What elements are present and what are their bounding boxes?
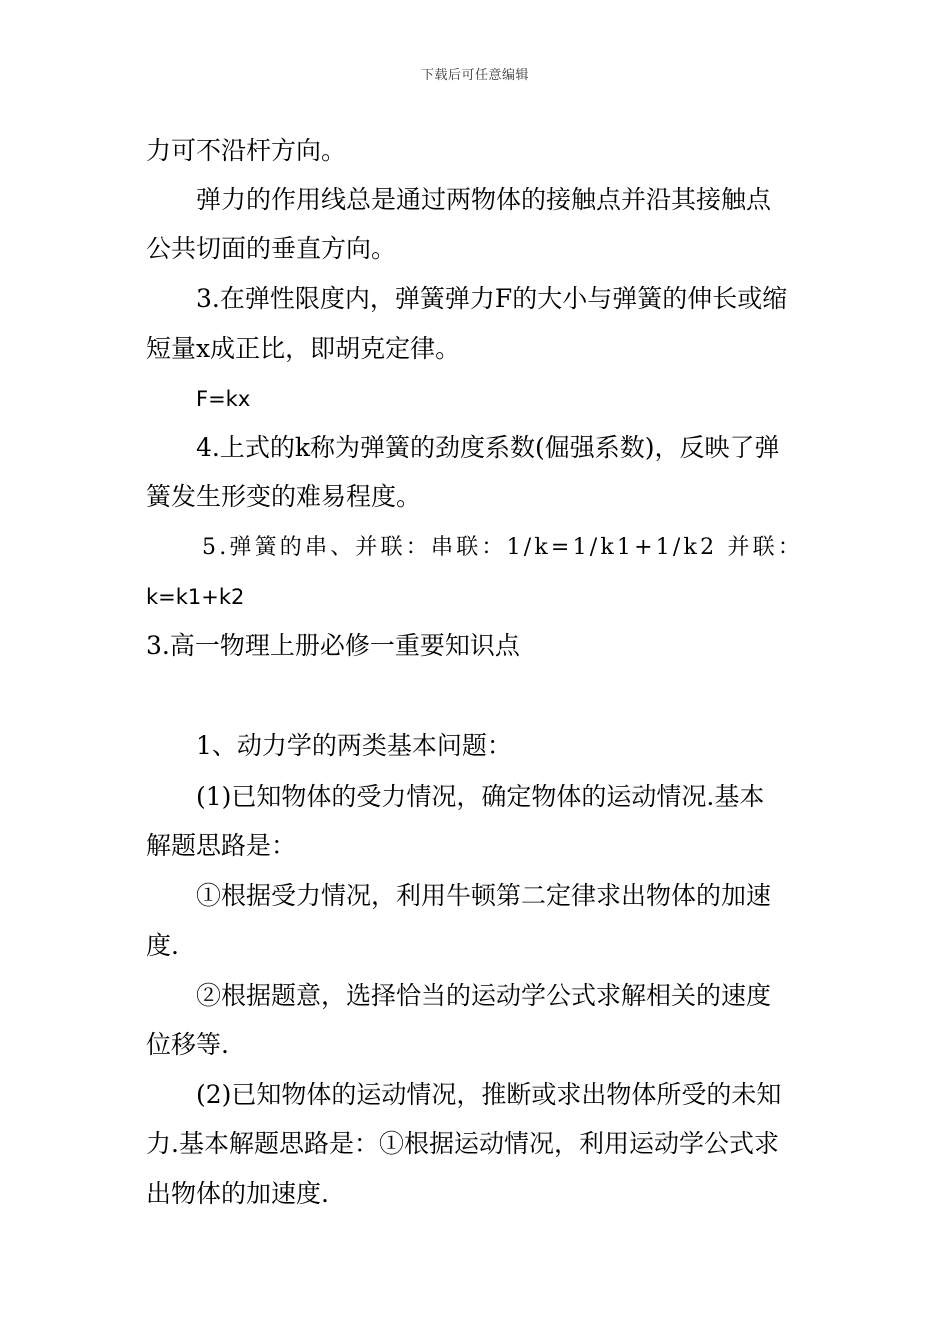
text-line: 弹力的作用线总是通过两物体的接触点并沿其接触点 xyxy=(196,185,772,214)
text-line: 3.在弹性限度内，弹簧弹力F的大小与弹簧的伸长或缩 xyxy=(196,284,788,313)
section-heading: 3.高一物理上册必修一重要知识点 xyxy=(146,631,520,660)
text-line: ①根据受力情况，利用牛顿第二定律求出物体的加速 xyxy=(196,881,772,910)
text-line: 1、动力学的两类基本问题： xyxy=(196,731,512,760)
text-line: 力.基本解题思路是：①根据运动情况，利用运动学公式求 xyxy=(146,1129,779,1158)
text-line: 力可不沿杆方向。 xyxy=(146,136,347,165)
text-line: (2)已知物体的运动情况，推断或求出物体所受的未知 xyxy=(196,1080,782,1109)
formula-line: k=k1+k2 xyxy=(146,585,245,609)
text-line: 出物体的加速度. xyxy=(146,1179,329,1208)
text-line: 簧发生形变的难易程度。 xyxy=(146,482,422,511)
text-line: 度. xyxy=(146,931,179,960)
text-line: 位移等. xyxy=(146,1030,229,1059)
text-line: ②根据题意，选择恰当的运动学公式求解相关的速度 xyxy=(196,981,772,1010)
text-line: 4.上式的k称为弹簧的劲度系数(倔强系数)，反映了弹 xyxy=(196,433,780,462)
text-line: 解题思路是： xyxy=(146,831,297,860)
page-header: 下载后可任意编辑 xyxy=(420,68,529,83)
text-line: 5.弹簧的串、并联：串联：1/k=1/k1+1/k2 并联： xyxy=(202,535,804,560)
text-line: 公共切面的垂直方向。 xyxy=(146,234,397,263)
text-line: 短量x成正比，即胡克定律。 xyxy=(146,334,461,363)
formula-line: F=kx xyxy=(196,387,251,411)
text-line: (1)已知物体的受力情况，确定物体的运动情况.基本 xyxy=(196,782,765,811)
